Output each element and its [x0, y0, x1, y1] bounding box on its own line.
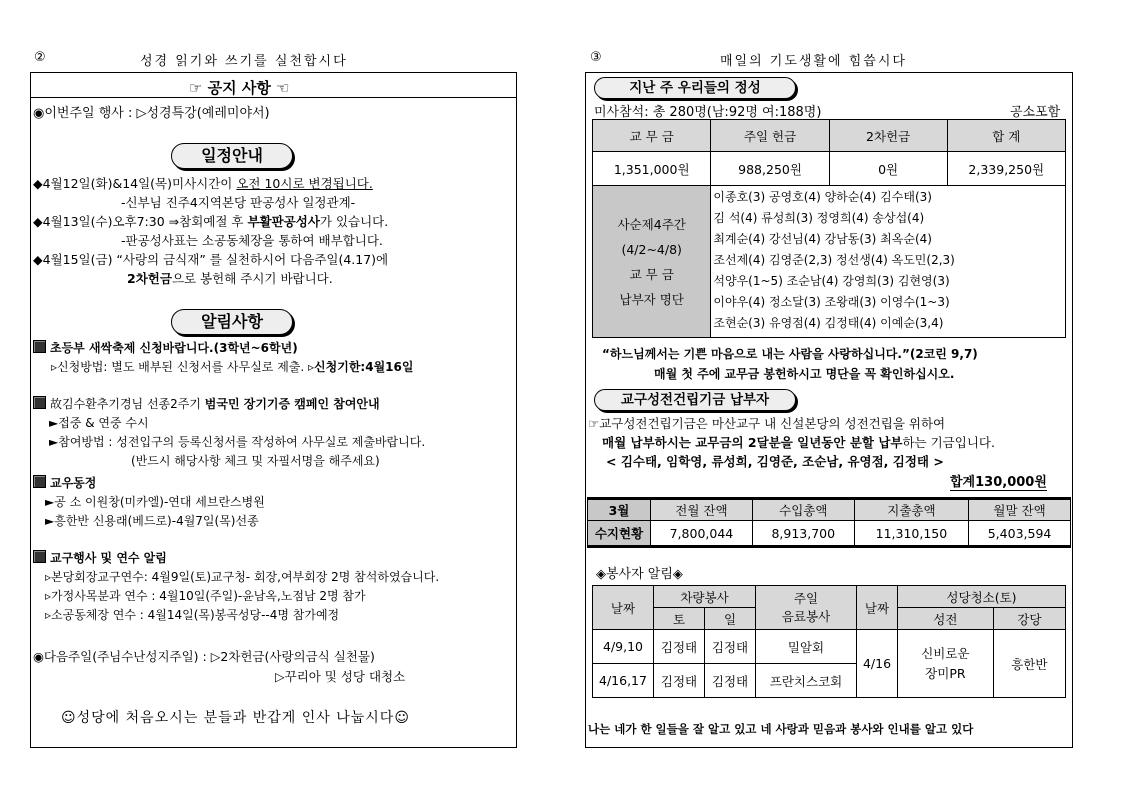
donor-row: 조현순(3) 유영점(4) 김정태(4) 이예순(3,4) — [713, 316, 944, 330]
schedule-line-6: 2차헌금으로 봉헌해 주시기 바랍니다. — [127, 271, 333, 286]
monthly-label-top: 3월 — [588, 499, 651, 521]
fund-donors: < 김수태, 임학영, 류성희, 김영준, 조순남, 유영점, 김정태 > — [606, 454, 944, 469]
left-panel — [30, 72, 517, 748]
volunteer-sun: 김정태 — [705, 630, 756, 664]
donor-row: 이야우(4) 정소달(3) 조왕래(3) 이영수(1~3) — [713, 295, 950, 309]
news-pill: 알림사항 — [171, 309, 293, 335]
news-1: 초등부 새싹축제 신청바랍니다.(3학년~6학년) — [33, 339, 298, 356]
event-line: ◉이번주일 행사 : ▷성경특강(예레미야서) — [33, 106, 270, 121]
news-3: 교우동정 — [33, 474, 96, 491]
cleaning-date: 4/16 — [857, 630, 898, 698]
square-bullet-icon — [33, 550, 46, 563]
offering-table — [592, 119, 1066, 338]
offering-header: 합 계 — [947, 120, 1065, 152]
news-2-line-3: (반드시 해당사항 체크 및 자필서명을 해주세요) — [131, 454, 380, 468]
donor-list-label: 사순제4주간 (4/2~4/8) 교 무 금 납부자 명단 — [593, 186, 711, 338]
bible-quote: “하느님께서는 기쁜 마음으로 내는 사람을 사랑하십니다.”(2코린 9,7) — [602, 347, 978, 361]
volunteer-drink: 프란치스코회 — [756, 664, 857, 698]
page-number-right: ③ — [590, 50, 602, 65]
header-right: 매일의 기도생활에 힘씁시다 — [720, 54, 907, 69]
next-sunday-line-2: ▷꾸리아 및 성당 대청소 — [275, 669, 406, 684]
news-4-line-1: ▹본당회장교구연수: 4월9일(토)교구청- 회장,여부회장 2명 참석하였습니다. — [45, 570, 440, 584]
square-bullet-icon — [33, 396, 46, 409]
offering-reminder: 매월 첫 주에 교무금 봉헌하시고 명단을 꼭 확인하십시오. — [654, 367, 955, 381]
news-1-detail: ▹신청방법: 별도 배부된 신청서를 사무실로 제출. ▹신청기한:4월16일 — [51, 360, 414, 374]
volunteer-table — [592, 585, 1066, 698]
volunteer-header-date: 날짜 — [593, 586, 654, 630]
donor-row: 최계순(4) 강선님(4) 강남동(3) 최옥순(4) — [713, 232, 932, 246]
schedule-line-5: ◆4월15일(금) “사랑의 금식재” 를 실천하시어 다음주일(4.17)에 — [33, 252, 389, 267]
monthly-value: 5,403,594 — [969, 521, 1071, 547]
news-2-line-1: ►접중 & 연중 수시 — [49, 416, 149, 430]
attendance-note: 공소포함 — [1010, 105, 1061, 120]
donor-row: 김 석(4) 류성희(3) 정영희(4) 송상섭(4) — [713, 211, 925, 225]
news-2-line-2: ►참여방법 : 성전입구의 등록신청서를 작성하여 사무실로 제출바랍니다. — [49, 435, 426, 449]
cleaning-hall: 흥한반 — [993, 630, 1065, 698]
welcome-line: ☺성당에 처음오시는 분들과 반갑게 인사 나눕시다☺ — [61, 710, 410, 726]
schedule-line-4: -판공성사표는 소공동체장을 통하여 배부합니다. — [121, 233, 383, 248]
volunteer-header-nave: 성전 — [898, 608, 994, 630]
offering-value: 1,351,000원 — [593, 152, 711, 186]
volunteer-title: ◈봉사자 알림◈ — [596, 567, 683, 582]
monthly-header: 월말 잔액 — [969, 499, 1071, 521]
volunteer-sun: 김정태 — [705, 664, 756, 698]
page-number-left: ② — [34, 50, 46, 65]
volunteer-header-drink: 주일 음료봉사 — [756, 586, 857, 630]
fund-pill: 교구성전건립기금 납부자 — [594, 389, 796, 411]
donor-row: 이종호(3) 공영호(4) 양하순(4) 김수태(3) — [713, 190, 932, 204]
donor-row: 조선제(4) 김영준(2,3) 정선생(4) 옥도민(2,3) — [713, 253, 955, 267]
volunteer-drink: 밀알회 — [756, 630, 857, 664]
volunteer-header-vehicle: 차량봉사 — [654, 586, 756, 608]
next-sunday-line-1: ◉다음주일(주님수난성지주일) : ▷2차헌금(사랑의금식 실천물) — [33, 649, 375, 664]
header-left: 성경 읽기와 쓰기를 실천합시다 — [140, 54, 348, 69]
right-panel — [585, 72, 1073, 748]
news-2: 故김수환추기경님 선종2주기 범국민 장기기증 캠페인 참여안내 — [33, 395, 380, 412]
notice-title: ☞ 공지 사항 ☜ — [189, 79, 290, 97]
monthly-header: 수입총액 — [752, 499, 854, 521]
square-bullet-icon — [33, 340, 46, 353]
fund-line-2: 매월 납부하시는 교무금의 2달분을 일년동안 분할 납부하는 기금입니다. — [602, 435, 995, 450]
volunteer-sat: 김정태 — [654, 664, 705, 698]
offering-pill: 지난 주 우리들의 정성 — [594, 77, 796, 99]
monthly-balance-table — [587, 497, 1071, 548]
monthly-header: 지출총액 — [854, 499, 968, 521]
volunteer-header-hall: 강당 — [993, 608, 1065, 630]
fund-line-1: ☞교구성전건립기금은 마산교구 내 신설본당의 성전건립을 위하여 — [588, 416, 946, 431]
donor-names — [711, 186, 1066, 338]
offering-header: 2차헌금 — [829, 120, 947, 152]
monthly-value: 7,800,044 — [651, 521, 753, 547]
news-4: 교구행사 및 연수 알림 — [33, 549, 167, 566]
monthly-label-bottom: 수지현황 — [588, 521, 651, 547]
attendance: 미사참석: 총 280명(남:92명 여:188명) — [594, 105, 822, 120]
offering-value: 0원 — [829, 152, 947, 186]
news-3-line-2: ►흥한반 신용래(베드로)-4월7일(목)선종 — [45, 514, 259, 528]
news-4-line-3: ▹소공동체장 연수 : 4월14일(목)봉곡성당--4명 참가예정 — [45, 608, 340, 622]
cleaning-nave: 신비로운 장미PR — [898, 630, 994, 698]
volunteer-header-clean: 성당청소(토) — [898, 586, 1066, 608]
volunteer-header-sun: 일 — [705, 608, 756, 630]
offering-header: 주일 헌금 — [711, 120, 829, 152]
offering-header: 교 무 금 — [593, 120, 711, 152]
divider — [31, 97, 516, 98]
schedule-pill: 일정안내 — [171, 143, 293, 169]
volunteer-header-date2: 날짜 — [857, 586, 898, 630]
monthly-header: 전월 잔액 — [651, 499, 753, 521]
schedule-line-1: ◆4월12일(화)&14일(목)미사시간이 오전 10시로 변경됩니다. — [33, 176, 373, 191]
donor-row: 석양우(1~5) 조순남(4) 강영희(3) 김현영(3) — [713, 274, 950, 288]
schedule-line-3: ◆4월13일(수)오후7:30 ⇒참회예절 후 부활판공성사가 있습니다. — [33, 214, 389, 229]
monthly-value: 8,913,700 — [752, 521, 854, 547]
offering-value: 2,339,250원 — [947, 152, 1065, 186]
fund-total: 합계130,000원 — [950, 471, 1047, 491]
volunteer-sat: 김정태 — [654, 630, 705, 664]
monthly-value: 11,310,150 — [854, 521, 968, 547]
volunteer-header-sat: 토 — [654, 608, 705, 630]
volunteer-date: 4/9,10 — [593, 630, 654, 664]
footer-verse: 나는 네가 한 일들을 잘 알고 있고 네 사랑과 믿음과 봉사와 인내를 알고 있다 — [588, 722, 974, 736]
news-4-line-2: ▹가정사목분과 연수 : 4월10일(주일)-윤남옥,노점남 2명 참가 — [45, 589, 366, 603]
news-3-line-1: ►공 소 이원창(미카엘)-연대 세브란스병원 — [45, 495, 265, 509]
schedule-line-2: -신부님 진주4지역본당 판공성사 일정관계- — [121, 195, 356, 210]
volunteer-date: 4/16,17 — [593, 664, 654, 698]
offering-value: 988,250원 — [711, 152, 829, 186]
square-bullet-icon — [33, 475, 46, 488]
